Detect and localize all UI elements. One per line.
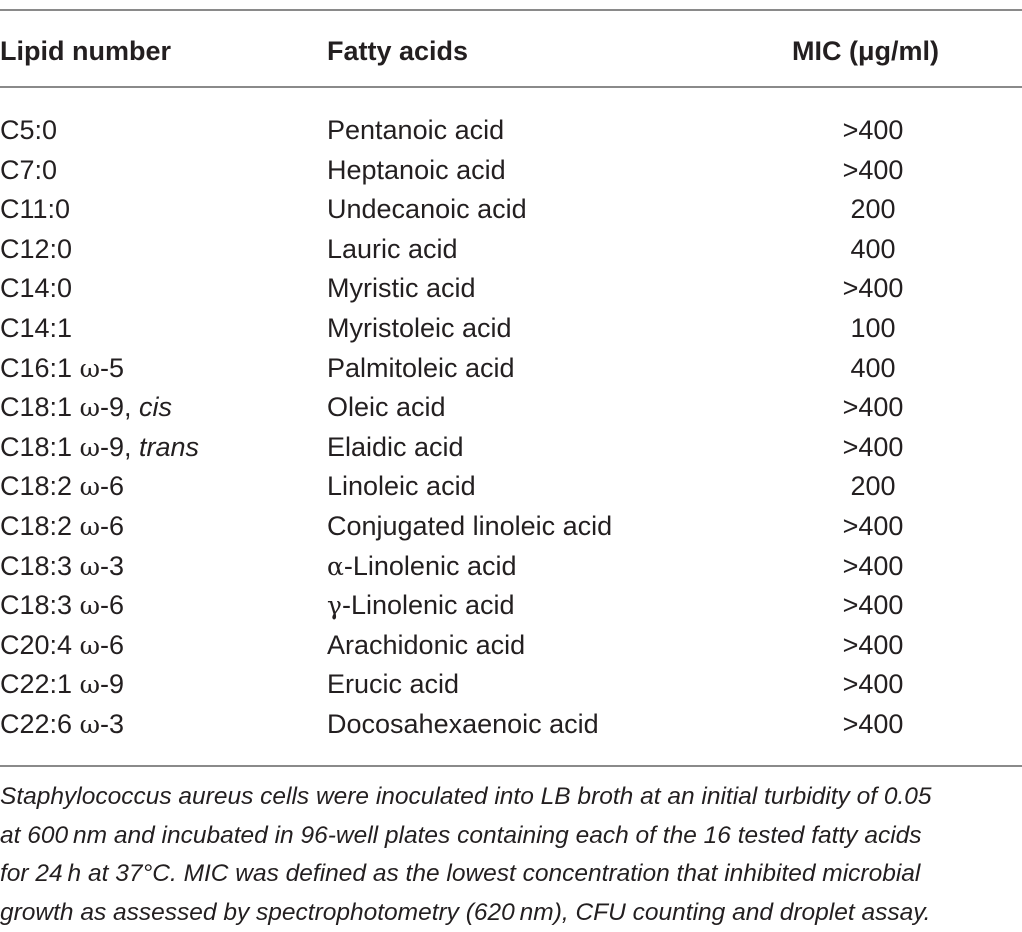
cell-acid: Myristoleic acid	[327, 312, 512, 343]
cell-lipid: C18:3 ω-6	[0, 590, 124, 621]
cell-acid: Lauric acid	[327, 233, 458, 264]
cell-mic: >400	[842, 510, 904, 541]
cell-acid: Myristic acid	[327, 273, 476, 304]
cell-lipid: C11:0	[0, 194, 71, 225]
table-bottom-rule	[0, 765, 1022, 767]
cell-mic: >400	[842, 590, 904, 621]
cell-lipid: C22:1 ω-9	[0, 669, 124, 700]
cell-acid: Elaidic acid	[327, 431, 464, 462]
cell-acid: Palmitoleic acid	[327, 352, 515, 383]
cell-lipid: C22:6 ω-3	[0, 708, 124, 739]
cell-lipid: C20:4 ω-6	[0, 629, 124, 660]
cell-mic: >400	[842, 550, 904, 581]
cell-mic: 400	[850, 352, 896, 383]
table-row	[0, 349, 1022, 389]
cell-acid: α-Linolenic acid	[327, 550, 517, 581]
cell-lipid: C16:1 ω-5	[0, 352, 124, 383]
cell-mic: 400	[850, 233, 896, 264]
cell-mic: 200	[850, 194, 896, 225]
table-footnote	[0, 778, 1022, 932]
table-top-rule	[0, 9, 1022, 11]
table-row	[0, 190, 1022, 230]
cell-acid: Undecanoic acid	[327, 194, 527, 225]
cell-mic: >400	[842, 708, 904, 739]
table-row	[0, 309, 1022, 349]
table-row	[0, 388, 1022, 428]
cell-acid: Docosahexaenoic acid	[327, 708, 599, 739]
cell-acid: Erucic acid	[327, 669, 460, 700]
cell-lipid: C18:1 ω-9, cis	[0, 392, 172, 423]
cell-lipid: C14:1	[0, 312, 73, 343]
table-row	[0, 269, 1022, 309]
cell-mic: >400	[842, 115, 904, 145]
cell-mic: >400	[842, 629, 904, 660]
table-row	[0, 626, 1022, 666]
cell-mic: >400	[842, 273, 904, 304]
table-row	[0, 507, 1022, 547]
footnote-line: Staphylococcus aureus cells were inoculated into LB broth at an initial turbidity of 0.05	[0, 783, 932, 810]
cell-lipid: C7:0	[0, 154, 58, 185]
table-row	[0, 230, 1022, 270]
cell-lipid: C18:2 ω-6	[0, 510, 124, 541]
cell-acid: Heptanoic acid	[327, 154, 506, 185]
table-header-rule	[0, 86, 1022, 88]
cell-acid: γ-Linolenic acid	[327, 590, 515, 621]
table-row	[0, 467, 1022, 507]
cell-acid: Conjugated linoleic acid	[327, 510, 613, 541]
table-row	[0, 665, 1022, 705]
footnote-line: growth as assessed by spectrophotometry (620 nm), CFU counting and droplet assay.	[0, 898, 931, 926]
header-fatty-acids: Fatty acids	[327, 36, 469, 66]
table-row	[0, 111, 1022, 151]
cell-mic: >400	[842, 154, 904, 185]
cell-lipid: C14:0	[0, 273, 73, 304]
cell-lipid: C18:2 ω-6	[0, 471, 124, 502]
cell-mic: >400	[842, 669, 904, 700]
cell-lipid: C5:0	[0, 115, 58, 145]
table-header-row	[0, 30, 1022, 72]
header-lipid-number: Lipid number	[0, 36, 171, 66]
cell-lipid: C18:1 ω-9, trans	[0, 431, 199, 462]
cell-lipid: C18:3 ω-3	[0, 550, 124, 581]
cell-mic: >400	[842, 431, 904, 462]
cell-mic: >400	[842, 392, 904, 423]
table-body	[0, 111, 1022, 745]
cell-acid: Linoleic acid	[327, 471, 476, 502]
cell-acid: Oleic acid	[327, 392, 446, 423]
cell-acid: Arachidonic acid	[327, 629, 526, 660]
cell-mic: 200	[850, 471, 896, 502]
cell-acid: Pentanoic acid	[327, 115, 505, 145]
footnote-line: at 600 nm and incubated in 96-well plates containing each of the 16 tested fatty acids	[0, 821, 922, 849]
table-row	[0, 547, 1022, 587]
header-mic: MIC (μg/ml)	[792, 36, 939, 66]
footnote-line: for 24 h at 37°C. MIC was defined as the lowest concentration that inhibited microbial	[0, 860, 921, 887]
table-row	[0, 586, 1022, 626]
table-row	[0, 705, 1022, 745]
cell-mic: 100	[850, 312, 896, 343]
table-row	[0, 428, 1022, 468]
cell-lipid: C12:0	[0, 233, 73, 264]
table-row	[0, 151, 1022, 191]
